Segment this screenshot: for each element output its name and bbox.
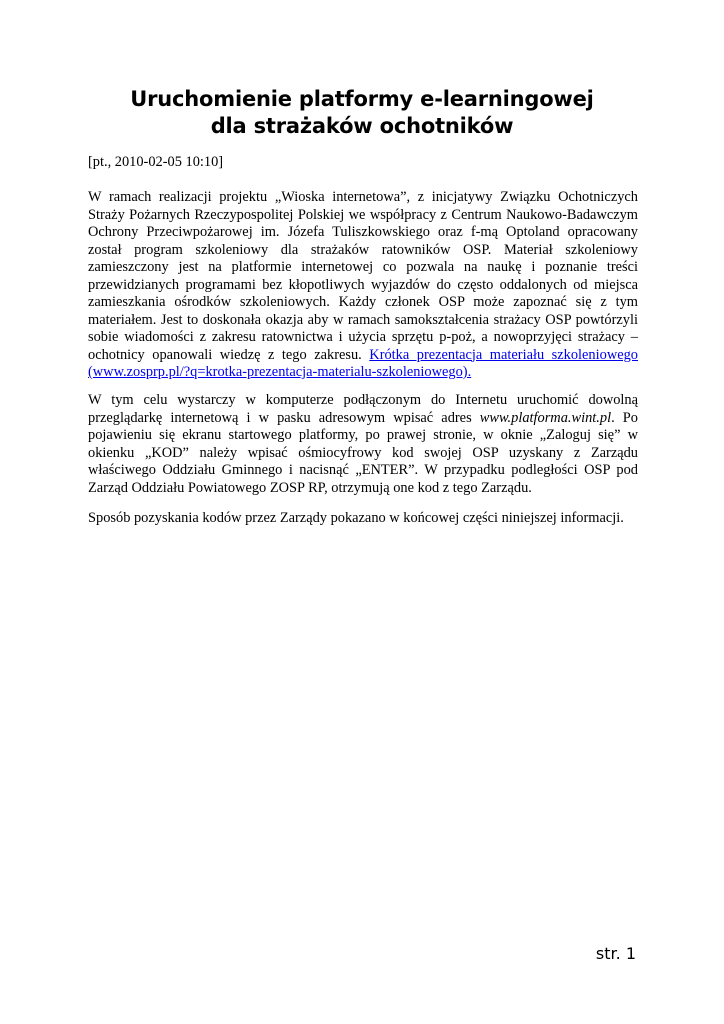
publication-date: [pt., 2010-02-05 10:10] bbox=[88, 154, 224, 170]
paragraph-2 bbox=[88, 392, 638, 497]
paragraph-1-text: W ramach realizacji projektu „Wioska internetowa”, z inicjatywy Związku Ochotniczych Straży Pożarnych Rzeczypospolitej Polskiej we współpracy z Centrum Naukowo-Badawczym Ochrony Przeciwpożarowej im. Józefa Tuliszkowskiego oraz f-mą Optoland opracowany został program szkoleniowy dla strażaków ratowników OSP. Materiał szkoleniowy zamieszczony jest na platformie internetowej co pozwala na naukę i poznanie treści przewidzianych programami bez kłopotliwych wyjazdów do często oddalonych od miejsca zamieszkania ośrodków szkoleniowych. Każdy członek OSP może zapoznać się z tym materiałem. Jest to doskonała okazja aby w ramach samokształcenia strażacy OSP powtórzyli sobie wiadomości z zakresu ratownictwa i użycia sprzętu p-poż, a nowoprzyjęci strażacy – ochotnicy opanowali wiedzę z tego zakresu. bbox=[88, 189, 638, 363]
paragraph-3: Sposób pozyskania kodów przez Zarządy pokazano w końcowej części niniejszej informacji. bbox=[88, 510, 624, 526]
paragraph-1 bbox=[88, 189, 638, 382]
title-line-2: dla strażaków ochotników bbox=[210, 114, 514, 138]
platform-url: www.platforma.wint.pl bbox=[479, 409, 612, 426]
paragraph-2-text-after: . Po pojawieniu się ekranu startowego platformy, po prawej stronie, w oknie „Zaloguj się” w okienku „KOD” należy wpisać ośmiocyfrowy kod swojej OSP uzyskany z Zarządu właściwego Oddziału Gminnego i nacisnąć „ENTER”. W przypadku podległości OSP pod Zarząd Oddziału Powiatowego ZOSP RP, otrzymują one kod z tego Zarządu. bbox=[88, 409, 638, 496]
title-line-1: Uruchomienie platformy e-learningowej bbox=[130, 87, 594, 111]
document-title bbox=[60, 86, 664, 140]
page-number: str. 1 bbox=[595, 944, 636, 963]
paragraph-2-text-before: W tym celu wystarczy w komputerze podłączonym do Internetu uruchomić dowolną przeglądarkę internetową i w pasku adresowym wpisać adres bbox=[88, 392, 638, 426]
presentation-link[interactable]: Krótka prezentacja materiału szkoleniowego (www.zosprp.pl/?q=krotka-prezentacja-materialu-szkoleniowego). bbox=[88, 346, 638, 380]
